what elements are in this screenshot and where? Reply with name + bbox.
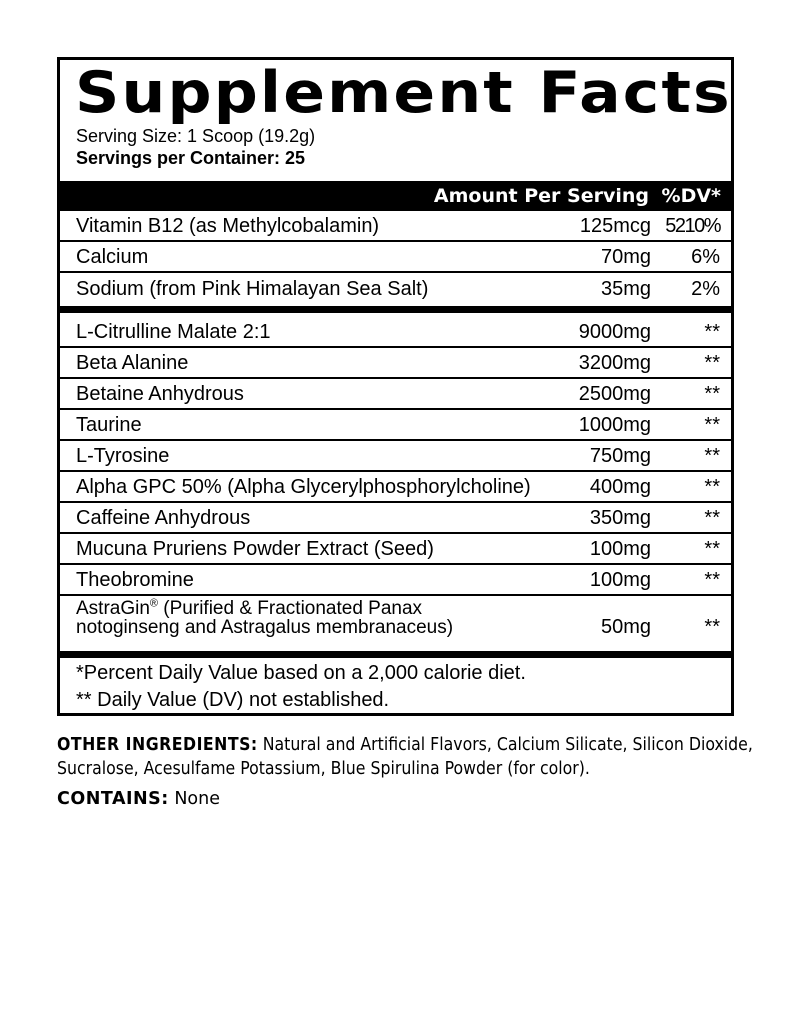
ingredient-name: Alpha GPC 50% (Alpha Glycerylphosphorylcholine) — [76, 476, 531, 498]
column-header-bar — [60, 181, 731, 211]
ingredient-name: Theobromine — [76, 569, 194, 591]
contains-text: None — [168, 789, 220, 809]
ingredient-dv: 5210% — [665, 215, 720, 237]
ingredient-dv: ** — [704, 538, 720, 560]
ingredient-amount: 70mg — [600, 246, 651, 268]
ingredient-amount: 3200mg — [578, 352, 651, 374]
table-row — [60, 242, 731, 273]
ingredient-name: Mucuna Pruriens Powder Extract (Seed) — [76, 538, 434, 560]
ingredient-name: Beta Alanine — [76, 352, 189, 374]
table-row — [60, 441, 731, 472]
other-ingredients-label: OTHER INGREDIENTS: — [57, 735, 258, 755]
ingredient-amount: 125mcg — [579, 215, 651, 237]
ingredient-amount: 400mg — [589, 476, 651, 498]
ingredient-dv: ** — [704, 414, 720, 436]
ingredient-amount: 750mg — [589, 445, 651, 467]
table-row — [60, 503, 731, 534]
astragin-description: (Purified & Fractionated Panax notoginseng and Astragalus membranaceus) — [76, 598, 454, 638]
ingredient-name: L-Citrulline Malate 2:1 — [76, 321, 271, 343]
table-row-astragin — [60, 597, 731, 651]
table-row — [60, 472, 731, 503]
panel-title: Supplement Facts — [75, 60, 732, 126]
ingredient-name: L-Tyrosine — [76, 445, 170, 467]
registered-mark: ® — [149, 597, 159, 610]
ingredient-dv: 6% — [691, 246, 720, 268]
table-row — [60, 317, 731, 348]
ingredient-amount: 100mg — [589, 538, 651, 560]
ingredient-dv: ** — [704, 507, 720, 529]
amount-per-serving-header: Amount Per Serving — [433, 185, 649, 207]
other-ingredients — [57, 733, 757, 781]
ingredient-dv: ** — [704, 352, 720, 374]
table-row — [60, 410, 731, 441]
table-row — [60, 348, 731, 379]
footnote-dv-not-established: ** Daily Value (DV) not established. — [76, 689, 390, 711]
ingredient-amount: 350mg — [589, 507, 651, 529]
ingredient-amount: 50mg — [600, 616, 651, 638]
ingredient-amount: 35mg — [600, 278, 651, 300]
astragin-brand: AstraGin — [76, 598, 150, 619]
contains-label: CONTAINS: — [57, 789, 169, 809]
section-divider — [60, 306, 731, 313]
ingredient-dv: ** — [704, 445, 720, 467]
ingredient-dv: ** — [704, 383, 720, 405]
contains — [57, 787, 220, 811]
table-row — [60, 274, 731, 305]
ingredient-amount: 1000mg — [578, 414, 651, 436]
dv-header: %DV* — [661, 185, 721, 207]
table-row — [60, 211, 731, 242]
ingredient-amount: 2500mg — [578, 383, 651, 405]
table-row — [60, 534, 731, 565]
footnote-dv-basis: *Percent Daily Value based on a 2,000 calorie diet. — [76, 662, 526, 684]
ingredient-amount: 100mg — [589, 569, 651, 591]
ingredient-dv: 2% — [691, 278, 720, 300]
ingredient-dv: ** — [704, 476, 720, 498]
table-row — [60, 379, 731, 410]
ingredient-name: Taurine — [76, 414, 142, 436]
supplement-facts-panel — [57, 57, 734, 716]
ingredient-name: Caffeine Anhydrous — [76, 507, 251, 529]
ingredient-name: Betaine Anhydrous — [76, 383, 244, 405]
serving-size: Serving Size: 1 Scoop (19.2g) — [76, 126, 316, 146]
ingredient-name — [76, 599, 516, 637]
ingredient-amount: 9000mg — [578, 321, 651, 343]
table-row — [60, 565, 731, 596]
other-ingredients-text: Natural and Artificial Flavors, Calcium Silicate, Silicon Dioxide, Sucralose, Acesulfame Potassium, Blue Spirulina Powder (for color). — [57, 735, 753, 779]
ingredient-name: Vitamin B12 (as Methylcobalamin) — [76, 215, 380, 237]
ingredient-name: Sodium (from Pink Himalayan Sea Salt) — [76, 278, 429, 300]
section-divider — [60, 651, 731, 658]
ingredient-name: Calcium — [76, 246, 149, 268]
servings-per-container: Servings per Container: 25 — [76, 148, 306, 168]
ingredient-dv: ** — [704, 321, 720, 343]
ingredient-dv: ** — [704, 616, 720, 638]
ingredient-dv: ** — [704, 569, 720, 591]
